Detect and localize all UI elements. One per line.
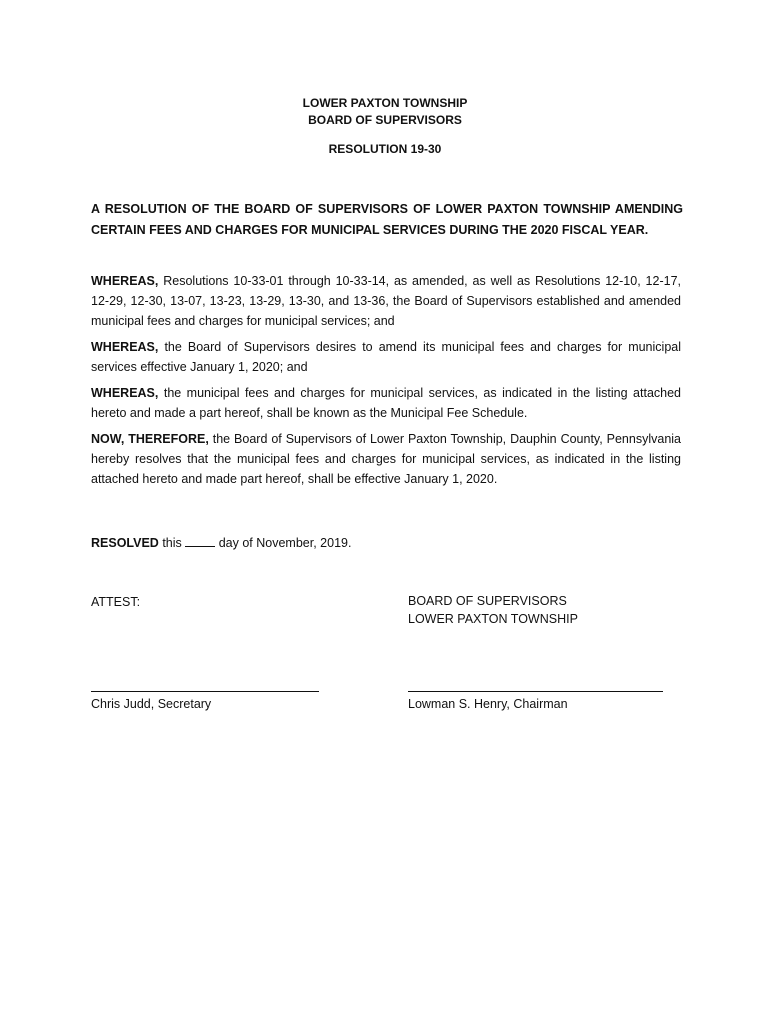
resolution-number: RESOLUTION 19-30: [328, 142, 442, 156]
paragraph-text: Resolutions 10-33-01 through 10-33-14, as amended, as well as Resolutions 12-10, 12-17, 12-29, 12-30, 13-07, 13-23, 13-29, 13-30, and 13-36, the Board of Supervisors established and amended municipal fees and charges for municipal services; and: [91, 274, 681, 328]
attest-label: ATTEST:: [91, 595, 141, 609]
paragraph-text: the Board of Supervisors desires to amend its municipal fees and charges for municipal services effective January 1, 2020; and: [91, 340, 681, 374]
paragraph-text: the Board of Supervisors of Lower Paxton Township, Dauphin County, Pennsylvania hereby resolves that the municipal fees and charges for municipal services, as indicated in the listing attached hereto and made part hereof, shall be effective January 1, 2020.: [91, 432, 681, 486]
paragraph-text: the municipal fees and charges for municipal services, as indicated in the listing attached hereto and made a part hereof, shall be known as the Municipal Fee Schedule.: [91, 386, 681, 420]
resolved-lead: RESOLVED: [91, 536, 159, 550]
whereas-paragraph-3: [91, 383, 681, 423]
board-name: BOARD OF SUPERVISORS: [308, 113, 462, 127]
paragraph-lead: NOW, THEREFORE,: [91, 432, 209, 446]
resolution-body: [91, 271, 681, 495]
document-header: [0, 95, 770, 129]
paragraph-lead: WHEREAS,: [91, 386, 159, 400]
now-therefore-paragraph: [91, 429, 681, 489]
resolved-text-after: day of November, 2019.: [215, 536, 352, 550]
board-signature-line2: LOWER PAXTON TOWNSHIP: [408, 612, 578, 626]
paragraph-lead: WHEREAS,: [91, 274, 159, 288]
whereas-paragraph-2: [91, 337, 681, 377]
paragraph-lead: WHEREAS,: [91, 340, 159, 354]
secretary-name: Chris Judd, Secretary: [91, 697, 212, 711]
day-blank-field: [185, 534, 215, 547]
secretary-signature-line: [91, 691, 319, 692]
township-name: LOWER PAXTON TOWNSHIP: [302, 96, 468, 110]
chairman-signature-line: [408, 691, 663, 692]
chairman-name: Lowman S. Henry, Chairman: [408, 697, 568, 711]
resolution-title: A RESOLUTION OF THE BOARD OF SUPERVISORS OF LOWER PAXTON TOWNSHIP AMENDING CERTAIN FEES AND CHARGES FOR MUNICIPAL SERVICES DURING THE 2020 FISCAL YEAR.: [91, 202, 683, 237]
whereas-paragraph-1: [91, 271, 681, 331]
board-signature-line1: BOARD OF SUPERVISORS: [408, 594, 567, 608]
resolved-text-before: this: [158, 536, 186, 550]
resolved-line: [91, 533, 351, 553]
board-signature-heading: [408, 592, 578, 628]
